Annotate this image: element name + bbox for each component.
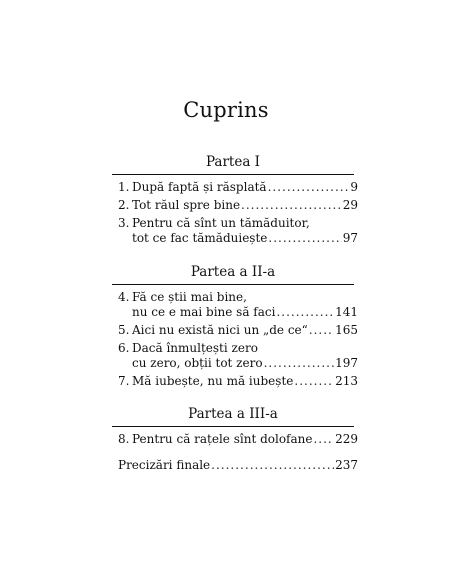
entry-page: 197 — [335, 356, 358, 370]
part-heading-3: Partea a III-a — [188, 406, 278, 422]
entry-title: Dacă înmulțești zero — [132, 341, 258, 355]
entry-title: Fă ce știi mai bine, — [132, 290, 247, 304]
entry-number: 1. — [118, 180, 130, 194]
dot-leader — [264, 356, 335, 371]
entry-title: Pentru că rațele sînt dolofane — [132, 432, 313, 446]
entry-title-continued: tot ce fac tămăduiește — [132, 231, 268, 245]
page-title: Cuprins — [183, 98, 269, 122]
dot-leader — [276, 305, 334, 320]
toc-entry[interactable] — [118, 374, 358, 389]
toc-entry[interactable] — [118, 198, 358, 213]
dot-leader — [309, 323, 334, 338]
entry-page: 229 — [335, 432, 358, 446]
entry-number: 4. — [118, 290, 130, 304]
entry-page: 165 — [335, 323, 358, 337]
entry-title: Precizări finale — [118, 458, 211, 472]
entry-page: 237 — [335, 458, 358, 472]
toc-section-1 — [118, 180, 358, 249]
part-divider — [112, 426, 354, 427]
part-heading-1: Partea I — [205, 154, 261, 170]
entry-title-continued: cu zero, obții tot zero — [132, 356, 263, 370]
toc-entry[interactable] — [118, 323, 358, 338]
toc-entry[interactable] — [118, 341, 358, 371]
toc-final — [118, 458, 358, 476]
part-divider — [112, 284, 354, 285]
dot-leader — [268, 231, 341, 246]
toc-entry[interactable] — [118, 216, 358, 246]
dot-leader — [241, 198, 342, 213]
entry-title: După faptă și răsplată — [132, 180, 267, 194]
entry-page: 213 — [335, 374, 358, 388]
entry-number: 7. — [118, 374, 130, 388]
entry-title: Mă iubește, nu mă iubește — [132, 374, 294, 388]
toc-entry-final[interactable] — [118, 458, 358, 473]
entry-title: Tot răul spre bine — [132, 198, 241, 212]
toc-entry[interactable] — [118, 432, 358, 447]
entry-number: 8. — [118, 432, 130, 446]
entry-title-continued: nu ce e mai bine să faci — [132, 305, 276, 319]
dot-leader — [211, 458, 334, 473]
entry-page: 141 — [335, 305, 358, 319]
dot-leader — [313, 432, 334, 447]
toc-section-2 — [118, 290, 358, 392]
dot-leader — [294, 374, 334, 389]
toc-entry[interactable] — [118, 290, 358, 320]
toc-section-3 — [118, 432, 358, 450]
entry-number: 5. — [118, 323, 130, 337]
part-heading-2: Partea a II-a — [190, 264, 276, 280]
dot-leader — [268, 180, 350, 195]
entry-page: 97 — [342, 231, 358, 245]
entry-page: 29 — [342, 198, 358, 212]
entry-page: 9 — [350, 180, 358, 194]
entry-number: 3. — [118, 216, 130, 230]
entry-title: Pentru că sînt un tămăduitor, — [132, 216, 310, 230]
entry-number: 6. — [118, 341, 130, 355]
toc-entry[interactable] — [118, 180, 358, 195]
entry-title: Aici nu există nici un „de ce“ — [132, 323, 308, 337]
entry-number: 2. — [118, 198, 130, 212]
part-divider — [112, 174, 354, 175]
